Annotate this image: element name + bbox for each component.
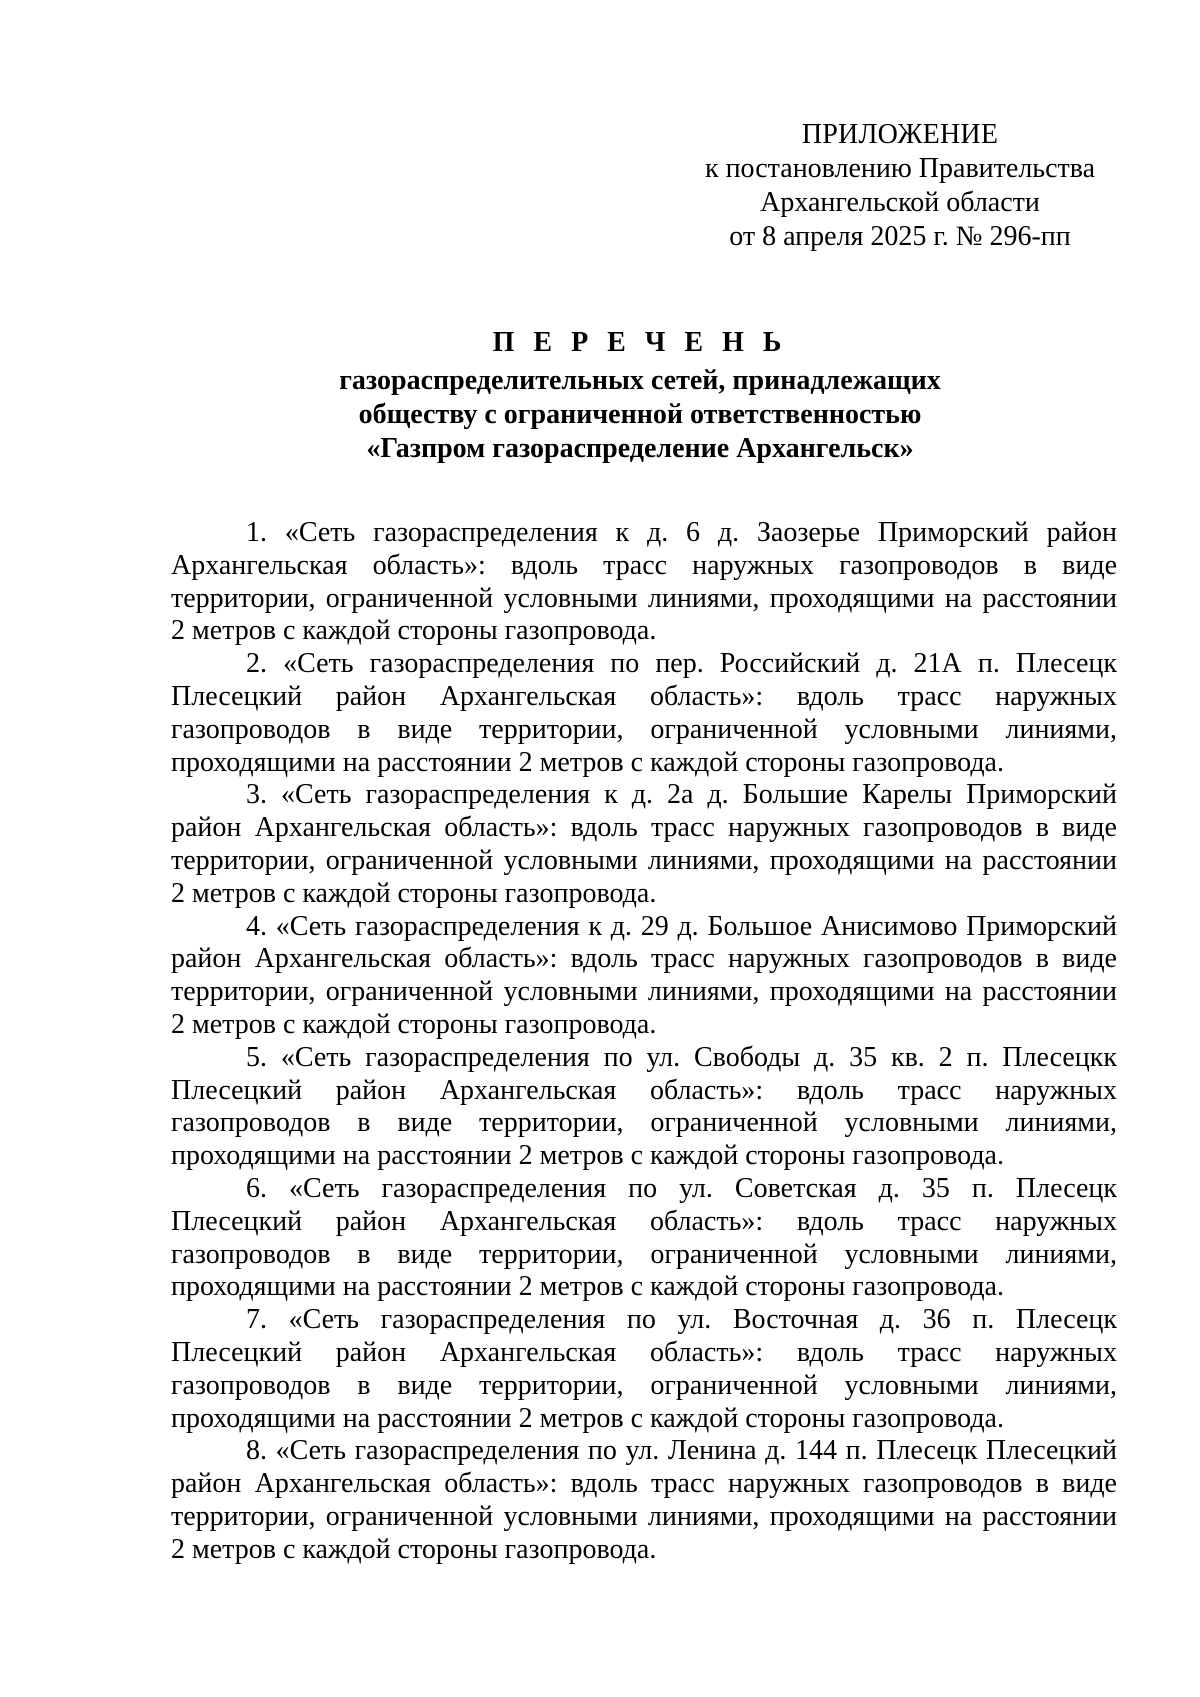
list-item-7: 7. «Сеть газораспределения по ул. Восточная д. 36 п. Плесецк Плесецкий район Архангельская область»: вдоль трасс наружных газопроводов в виде территории, ограниченной условными линиями, проходящими на расстоянии 2 метров с каждой стороны газопровода. xyxy=(171,1304,1117,1434)
network-list xyxy=(171,517,1117,1567)
annex-line-date-number: от 8 апреля 2025 г. № 296-пп xyxy=(729,221,1071,252)
list-heading-line-3: «Газпром газораспределение Архангельск» xyxy=(366,433,914,464)
list-heading-line-2: обществу с ограниченной ответственностью xyxy=(358,399,922,430)
list-item-2: 2. «Сеть газораспределения по пер. Российский д. 21А п. Плесецк Плесецкий район Архангельская область»: вдоль трасс наружных газопроводов в виде территории, ограниченной условными линиями, проходящими на расстоянии 2 метров с каждой стороны газопровода. xyxy=(171,648,1117,778)
list-item-3: 3. «Сеть газораспределения к д. 2а д. Большие Карелы Приморский район Архангельская область»: вдоль трасс наружных газопроводов в виде территории, ограниченной условными линиями, проходящими на расстоянии 2 метров с каждой стороны газопровода. xyxy=(171,779,1117,909)
annex-block xyxy=(680,118,1120,254)
list-heading xyxy=(160,326,1120,466)
list-item-5: 5. «Сеть газораспределения по ул. Свободы д. 35 кв. 2 п. Плесецкк Плесецкий район Архангельская область»: вдоль трасс наружных газопроводов в виде территории, ограниченной условными линиями, проходящими на расстоянии 2 метров с каждой стороны газопровода. xyxy=(171,1041,1117,1172)
annex-line-region: Архангельской области xyxy=(760,187,1040,218)
list-heading-line-1: газораспределительных сетей, принадлежащих xyxy=(339,365,941,396)
list-item-1: 1. «Сеть газораспределения к д. 6 д. Заозерье Приморский район Архангельская область»: вдоль трасс наружных газопроводов в виде территории, ограниченной условными линиями, проходящими на расстоянии 2 метров с каждой стороны газопровода. xyxy=(171,517,1117,647)
list-heading-title: П Е Р Е Ч Е Н Ь xyxy=(492,327,788,358)
annex-line-resolution: к постановлению Правительства xyxy=(704,153,1096,184)
list-item-6: 6. «Сеть газораспределения по ул. Советская д. 35 п. Плесецк Плесецкий район Архангельская область»: вдоль трасс наружных газопроводов в виде территории, ограниченной условными линиями, проходящими на расстоянии 2 метров с каждой стороны газопровода. xyxy=(171,1172,1117,1303)
list-item-4: 4. «Сеть газораспределения к д. 29 д. Большое Анисимово Приморский район Архангельская область»: вдоль трасс наружных газопроводов в виде территории, ограниченной условными линиями, проходящими на расстоянии 2 метров с каждой стороны газопровода. xyxy=(171,910,1117,1040)
annex-title: ПРИЛОЖЕНИЕ xyxy=(801,119,999,150)
list-item-8: 8. «Сеть газораспределения по ул. Ленина д. 144 п. Плесецк Плесецкий район Архангельская область»: вдоль трасс наружных газопроводов в виде территории, ограниченной условными линиями, проходящими на расстоянии 2 метров с каждой стороны газопровода. xyxy=(171,1435,1117,1565)
